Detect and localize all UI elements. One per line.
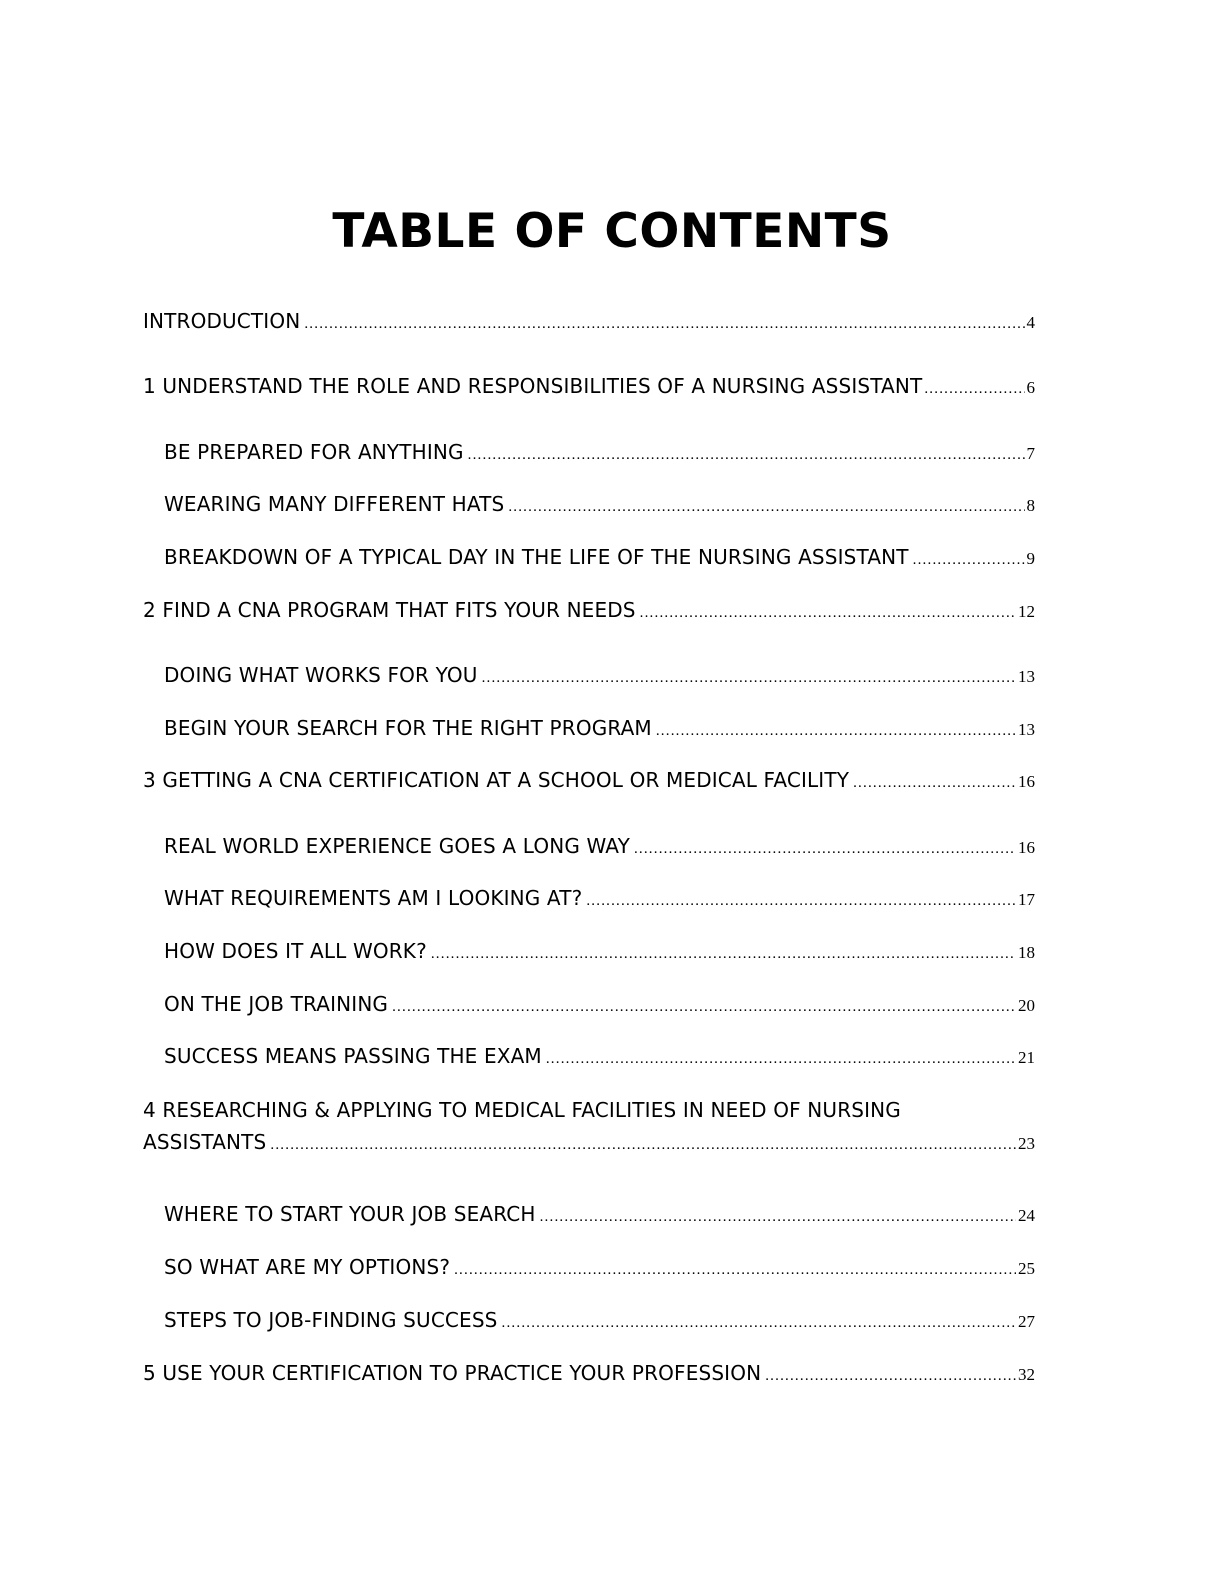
toc-page-number: 9	[1026, 549, 1035, 568]
toc-page-number: 7	[1026, 444, 1035, 463]
toc-page-number: 16	[1018, 772, 1035, 791]
toc-entry-label: DOING WHAT WORKS FOR YOU	[164, 663, 478, 687]
toc-entry-chapter-1[interactable]	[143, 374, 1035, 401]
page-title: TABLE OF CONTENTS	[332, 204, 892, 259]
dot-leader	[586, 889, 1016, 913]
toc-entry-my-options[interactable]	[164, 1255, 1035, 1282]
toc-entry-label: HOW DOES IT ALL WORK?	[164, 939, 427, 963]
toc-entry-job-finding-success[interactable]	[164, 1308, 1035, 1335]
toc-page-number: 23	[1018, 1134, 1035, 1153]
toc-entry-label: WHAT REQUIREMENTS AM I LOOKING AT?	[164, 886, 583, 910]
toc-entry-how-it-works[interactable]	[164, 939, 1035, 966]
toc-entry-begin-search[interactable]	[164, 716, 1035, 743]
dot-leader	[634, 837, 1016, 861]
toc-entry-requirements[interactable]	[164, 886, 1035, 913]
toc-entry-label: WEARING MANY DIFFERENT HATS	[164, 492, 505, 516]
dot-leader	[508, 495, 1024, 519]
toc-entry-label: 3 GETTING A CNA CERTIFICATION AT A SCHOOL OR MEDICAL FACILITY	[143, 768, 850, 792]
toc-page-number: 4	[1026, 313, 1035, 332]
toc-entry-label: BE PREPARED FOR ANYTHING	[164, 440, 464, 464]
toc-entry-label: ASSISTANTS	[143, 1130, 267, 1154]
dot-leader	[546, 1047, 1016, 1071]
toc-entry-continuation	[143, 1130, 1035, 1157]
toc-page-number: 25	[1018, 1259, 1035, 1278]
dot-leader	[482, 666, 1016, 690]
toc-entry-start-job-search[interactable]	[164, 1202, 1035, 1229]
toc-entry-label: REAL WORLD EXPERIENCE GOES A LONG WAY	[164, 834, 630, 858]
toc-entry-passing-exam[interactable]	[164, 1044, 1035, 1071]
dot-leader	[656, 719, 1016, 743]
dot-leader	[765, 1364, 1016, 1388]
toc-entry-label: STEPS TO JOB-FINDING SUCCESS	[164, 1308, 498, 1332]
toc-page-number: 12	[1018, 602, 1035, 621]
toc-page-number: 17	[1018, 890, 1035, 909]
toc-entry-label: 1 UNDERSTAND THE ROLE AND RESPONSIBILITIES OF A NURSING ASSISTANT	[143, 374, 923, 398]
dot-leader	[431, 942, 1016, 966]
toc-entry-introduction[interactable]	[143, 309, 1035, 336]
dot-leader	[392, 995, 1016, 1019]
toc-entry-typical-day[interactable]	[164, 545, 1035, 572]
toc-entry-label: BREAKDOWN OF A TYPICAL DAY IN THE LIFE OF THE NURSING ASSISTANT	[164, 545, 909, 569]
toc-entry-doing-what-works[interactable]	[164, 663, 1035, 690]
toc-entry-real-world[interactable]	[164, 834, 1035, 861]
toc-page-number: 20	[1018, 996, 1035, 1015]
toc-entry-label: WHERE TO START YOUR JOB SEARCH	[164, 1202, 536, 1226]
toc-page-number: 32	[1018, 1365, 1035, 1384]
toc-entry-chapter-3[interactable]	[143, 768, 1035, 795]
dot-leader	[913, 548, 1025, 572]
toc-entry-chapter-2[interactable]	[143, 598, 1035, 625]
toc-entry-chapter-5[interactable]	[143, 1361, 1035, 1388]
toc-entry-label: 4 RESEARCHING & APPLYING TO MEDICAL FACILITIES IN NEED OF NURSING	[143, 1098, 901, 1122]
dot-leader	[270, 1133, 1016, 1157]
dot-leader	[454, 1258, 1016, 1282]
toc-page-number: 24	[1018, 1206, 1035, 1225]
toc-page-number: 21	[1018, 1048, 1035, 1067]
toc-page-number: 27	[1018, 1312, 1035, 1331]
dot-leader	[853, 771, 1016, 795]
dot-leader	[540, 1205, 1016, 1229]
dot-leader	[304, 312, 1024, 336]
dot-leader	[924, 377, 1024, 401]
toc-entry-job-training[interactable]	[164, 992, 1035, 1019]
toc-entry-label: 5 USE YOUR CERTIFICATION TO PRACTICE YOUR PROFESSION	[143, 1361, 762, 1385]
toc-page-number: 13	[1018, 720, 1035, 739]
dot-leader	[640, 601, 1016, 625]
toc-entry-be-prepared[interactable]	[164, 440, 1035, 467]
toc-page-number: 16	[1018, 838, 1035, 857]
toc-page-number: 18	[1018, 943, 1035, 962]
toc-entry-label: 2 FIND A CNA PROGRAM THAT FITS YOUR NEEDS	[143, 598, 636, 622]
toc-entry-label: ON THE JOB TRAINING	[164, 992, 389, 1016]
toc-entry-label: INTRODUCTION	[143, 309, 301, 333]
toc-entry-label: BEGIN YOUR SEARCH FOR THE RIGHT PROGRAM	[164, 716, 652, 740]
dot-leader	[502, 1311, 1016, 1335]
toc-entry-label: SUCCESS MEANS PASSING THE EXAM	[164, 1044, 542, 1068]
toc-entry-chapter-4[interactable]	[143, 1090, 1035, 1157]
toc-page-number: 6	[1026, 378, 1035, 397]
toc-page-number: 13	[1018, 667, 1035, 686]
toc-page-number: 8	[1026, 496, 1035, 515]
toc-entry-many-hats[interactable]	[164, 492, 1035, 519]
dot-leader	[468, 443, 1025, 467]
toc-entry-label: SO WHAT ARE MY OPTIONS?	[164, 1255, 451, 1279]
